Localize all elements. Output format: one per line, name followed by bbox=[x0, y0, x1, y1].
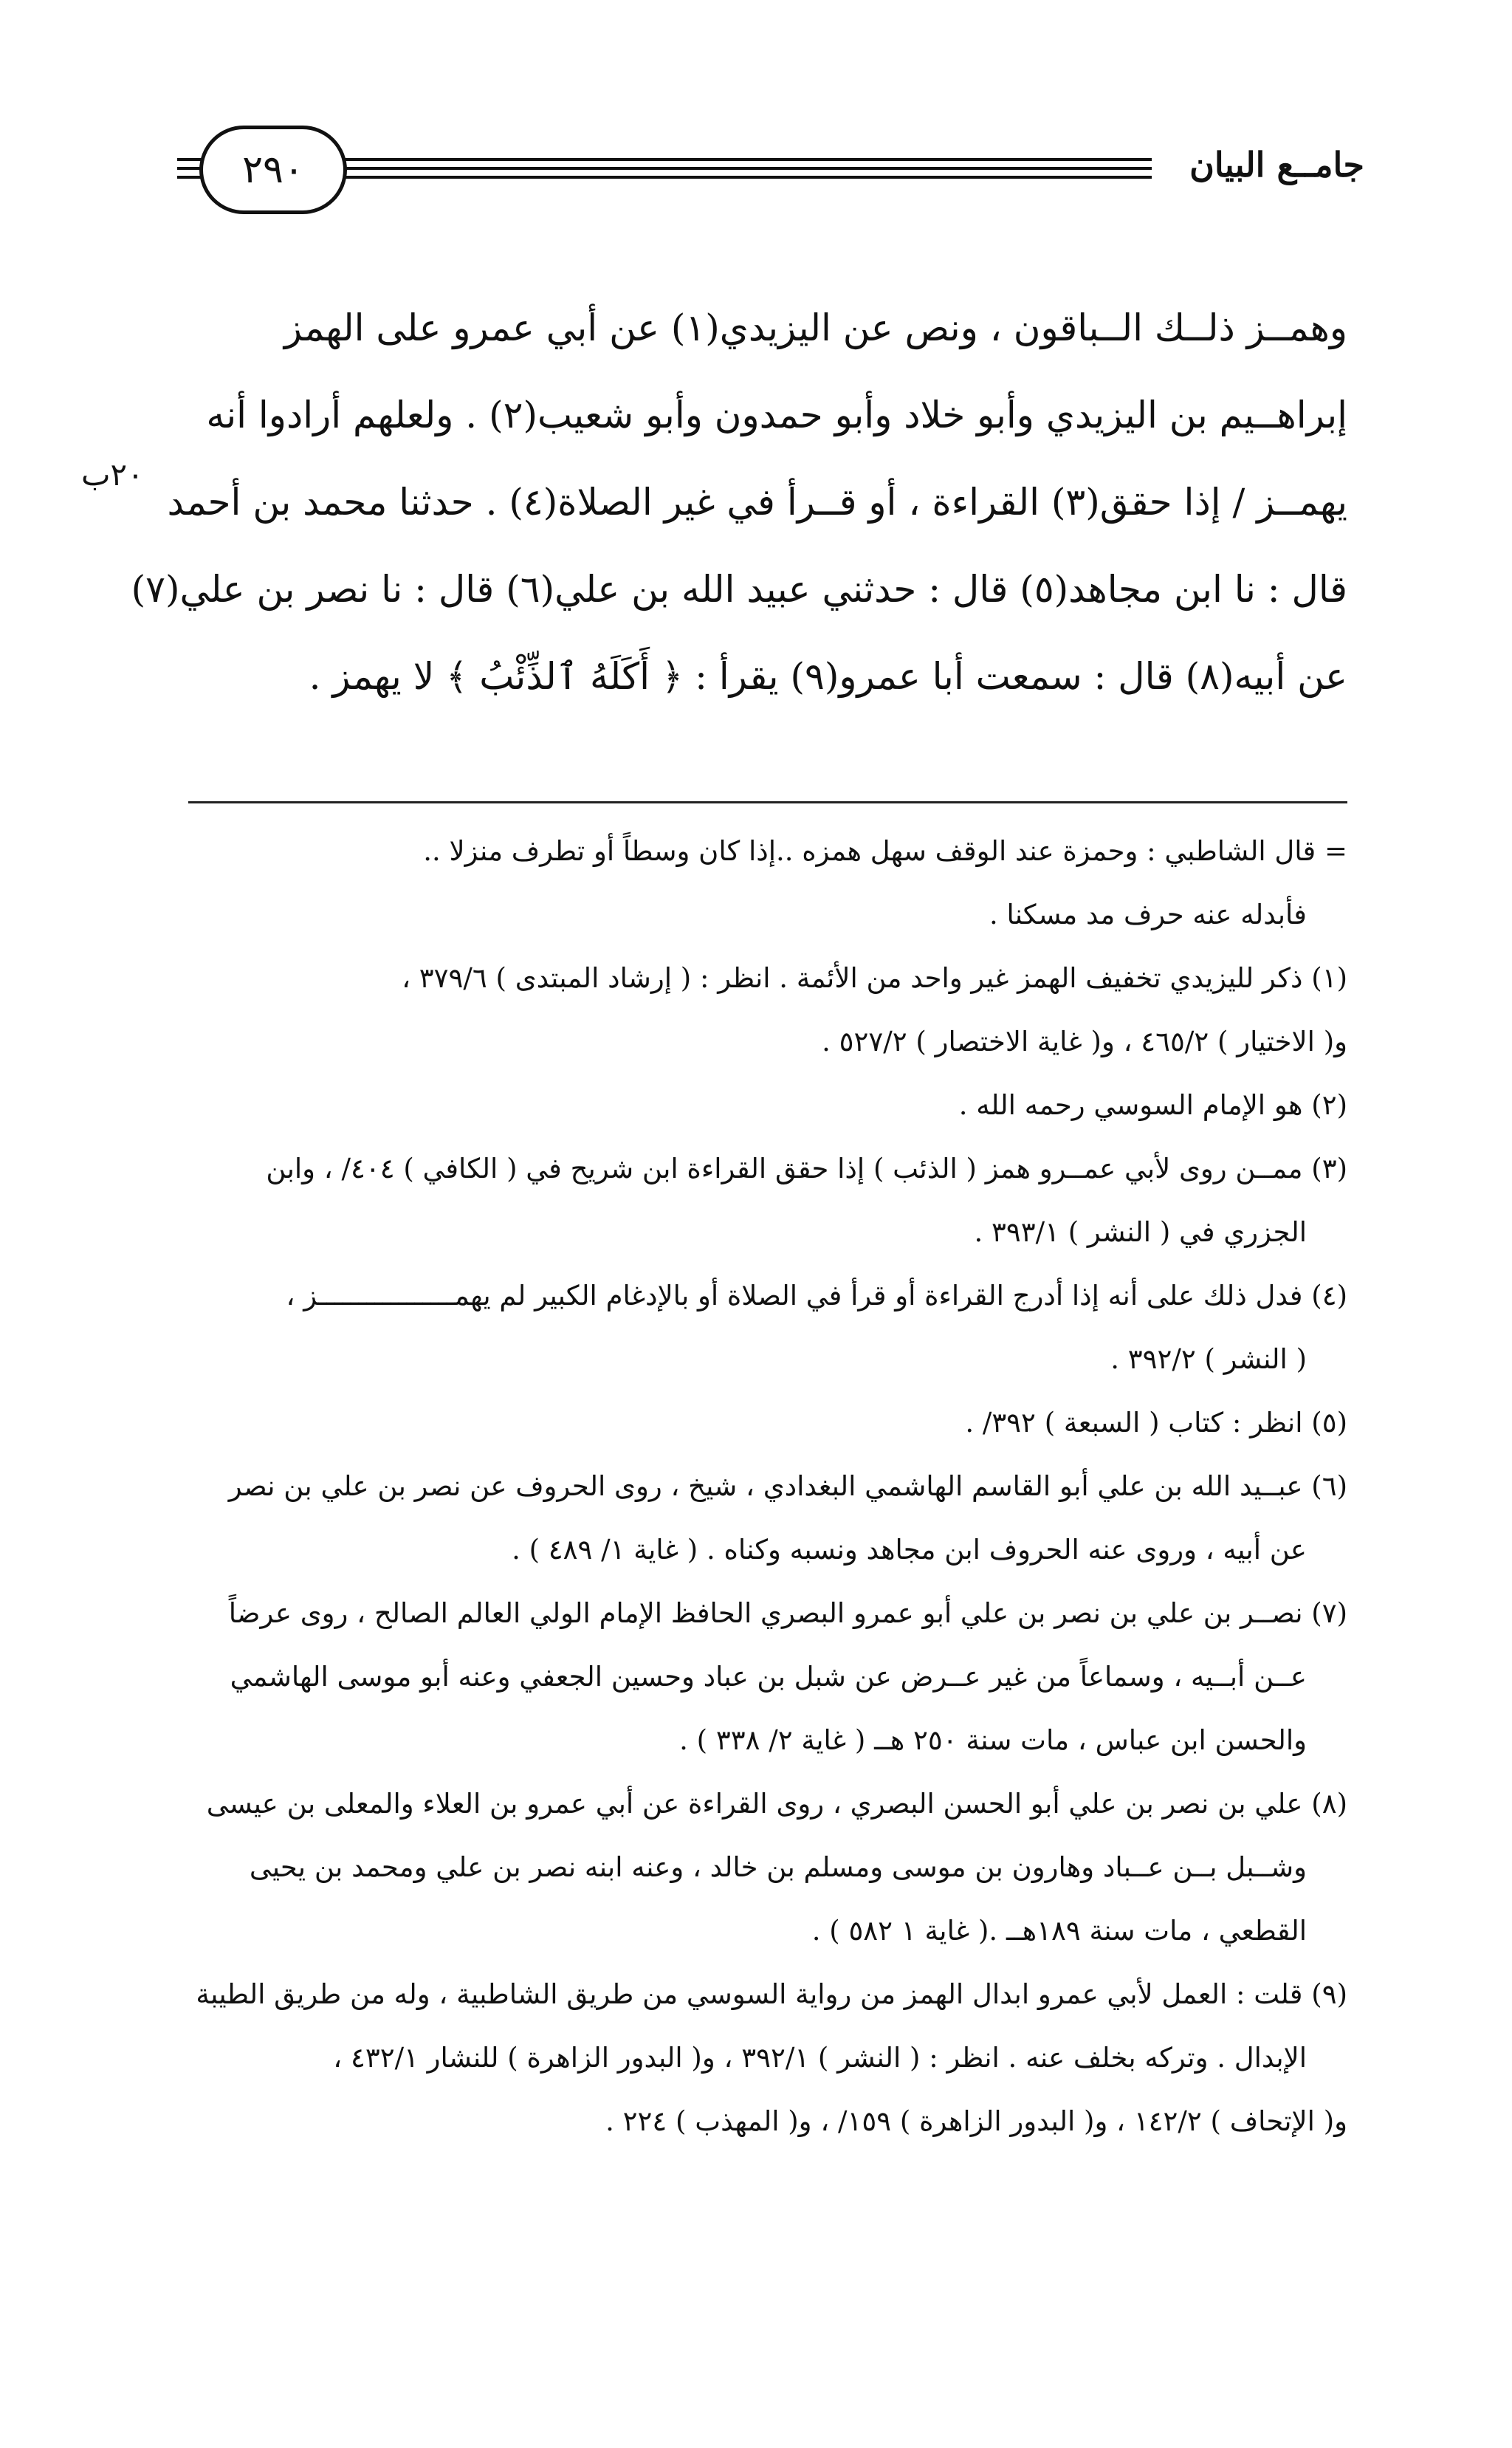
footnote-line: (٧) نصــر بن علي بن نصر بن علي أبو عمرو البصري الحافظ الإمام الولي العالم الصالح ، روى عرضاً bbox=[228, 1597, 1347, 1629]
footnotes bbox=[188, 820, 1347, 2153]
footnote-line: عــن أبــيه ، وسماعاً من غير عــرض عن شبل بن عباد وحسين الجعفي وعنه أبو موسى الهاشمي bbox=[230, 1661, 1307, 1693]
main-text-line: وهمــز ذلــك الــباقون ، ونص عن اليزيدي(١) عن أبي عمرو على الهمز bbox=[284, 306, 1347, 349]
manuscript-folio-note: ٢٠ب bbox=[81, 456, 144, 493]
footnote-line: (٣) ممــن روى لأبي عمــرو همز ( الذئب ) إذا حقق القراءة ابن شريح في ( الكافي ) ٤٠٤/ ، وابن bbox=[266, 1153, 1347, 1184]
page-header bbox=[0, 126, 1512, 229]
footnote-line: (٨) علي بن نصر بن علي أبو الحسن البصري ، روى القراءة عن أبي عمرو بن العلاء والمعلى بن عيسى bbox=[206, 1788, 1347, 1820]
footnote-line: (٩) قلت : العمل لأبي عمرو ابدال الهمز من رواية السوسي من طريق الشاطبية ، وله من طريق الطيبة bbox=[196, 1978, 1347, 2010]
footnote-line: الجزري في ( النشر ) ٣٩٣/١ . bbox=[974, 1216, 1307, 1248]
main-text-line: عن أبيه(٨) قال : سمعت أبا عمرو(٩) يقرأ : ﴿ أَكَلَهُ ٱلذِّئْبُ ﴾ لا يهمز . bbox=[309, 655, 1347, 698]
footnote-line: و( الإتحاف ) ١٤٢/٢ ، و( البدور الزاهرة ) ١٥٩/ ، و( المهذب ) ٢٢٤ . bbox=[605, 2105, 1347, 2137]
footnote-line: (٥) انظر : كتاب ( السبعة ) ٣٩٢/ . bbox=[965, 1407, 1347, 1439]
footnote-line: (١) ذكر لليزيدي تخفيف الهمز غير واحد من الأئمة . انظر : ( إرشاد المبتدى ) ٣٧٩/٦ ، bbox=[402, 962, 1347, 994]
footnote-line: (٤) فدل ذلك على أنه إذا أدرج القراءة أو قرأ في الصلاة أو بالإدغام الكبير لم يهمـــــــــــــــــز ، bbox=[286, 1280, 1347, 1312]
footnote-line: وشــبل بــن عــباد وهارون بن موسى ومسلم بن خالد ، وعنه ابنه نصر بن علي ومحمد بن يحيى bbox=[249, 1851, 1307, 1883]
page-number: ٢٩٠ bbox=[199, 126, 347, 214]
footnote-line: ( النشر ) ٣٩٢/٢ . bbox=[1110, 1343, 1307, 1375]
footnote-separator bbox=[188, 801, 1347, 803]
footnote-line: و( الاختيار ) ٤٦٥/٢ ، و( غاية الاختصار ) ٥٢٧/٢ . bbox=[822, 1026, 1347, 1057]
book-title: جامــع البيان bbox=[1189, 145, 1364, 185]
footnote-line: (٢) هو الإمام السوسي رحمه الله . bbox=[958, 1089, 1347, 1121]
main-text-line: يهمــز / إذا حقق(٣) القراءة ، أو قــرأ في غير الصلاة(٤) . حدثنا محمد بن أحمد bbox=[167, 481, 1347, 524]
main-text bbox=[131, 284, 1347, 720]
main-text-line: إبراهــيم بن اليزيدي وأبو خلاد وأبو حمدون وأبو شعيب(٢) . ولعلهم أرادوا أنه bbox=[206, 394, 1347, 436]
footnote-line: فأبدله عنه حرف مد مسكنا . bbox=[989, 899, 1307, 930]
footnote-line: والحسن ابن عباس ، مات سنة ٢٥٠ هــ ( غاية ٢/ ٣٣٨ ) . bbox=[679, 1724, 1307, 1756]
main-text-line: قال : نا ابن مجاهد(٥) قال : حدثني عبيد الله بن علي(٦) قال : نا نصر بن علي(٧) bbox=[131, 568, 1347, 611]
footnote-line: عن أبيه ، وروى عنه الحروف ابن مجاهد ونسبه وكناه . ( غاية ١/ ٤٨٩ ) . bbox=[512, 1534, 1307, 1566]
footnote-line: الإبدال . وتركه بخلف عنه . انظر : ( النشر ) ٣٩٢/١ ، و( البدور الزاهرة ) للنشار ٤٣٢/١ ، bbox=[333, 2042, 1307, 2074]
footnote-line: = قال الشاطبي : وحمزة عند الوقف سهل همزه ..إذا كان وسطاً أو تطرف منزلا .. bbox=[423, 835, 1347, 867]
footnote-line: القطعي ، مات سنة ١٨٩هــ .( غاية ١ ٥٨٢ ) . bbox=[811, 1915, 1307, 1947]
footnote-line: (٦) عبــيد الله بن علي أبو القاسم الهاشمي البغدادي ، شيخ ، روى الحروف عن نصر بن علي بن نصر bbox=[228, 1470, 1347, 1502]
